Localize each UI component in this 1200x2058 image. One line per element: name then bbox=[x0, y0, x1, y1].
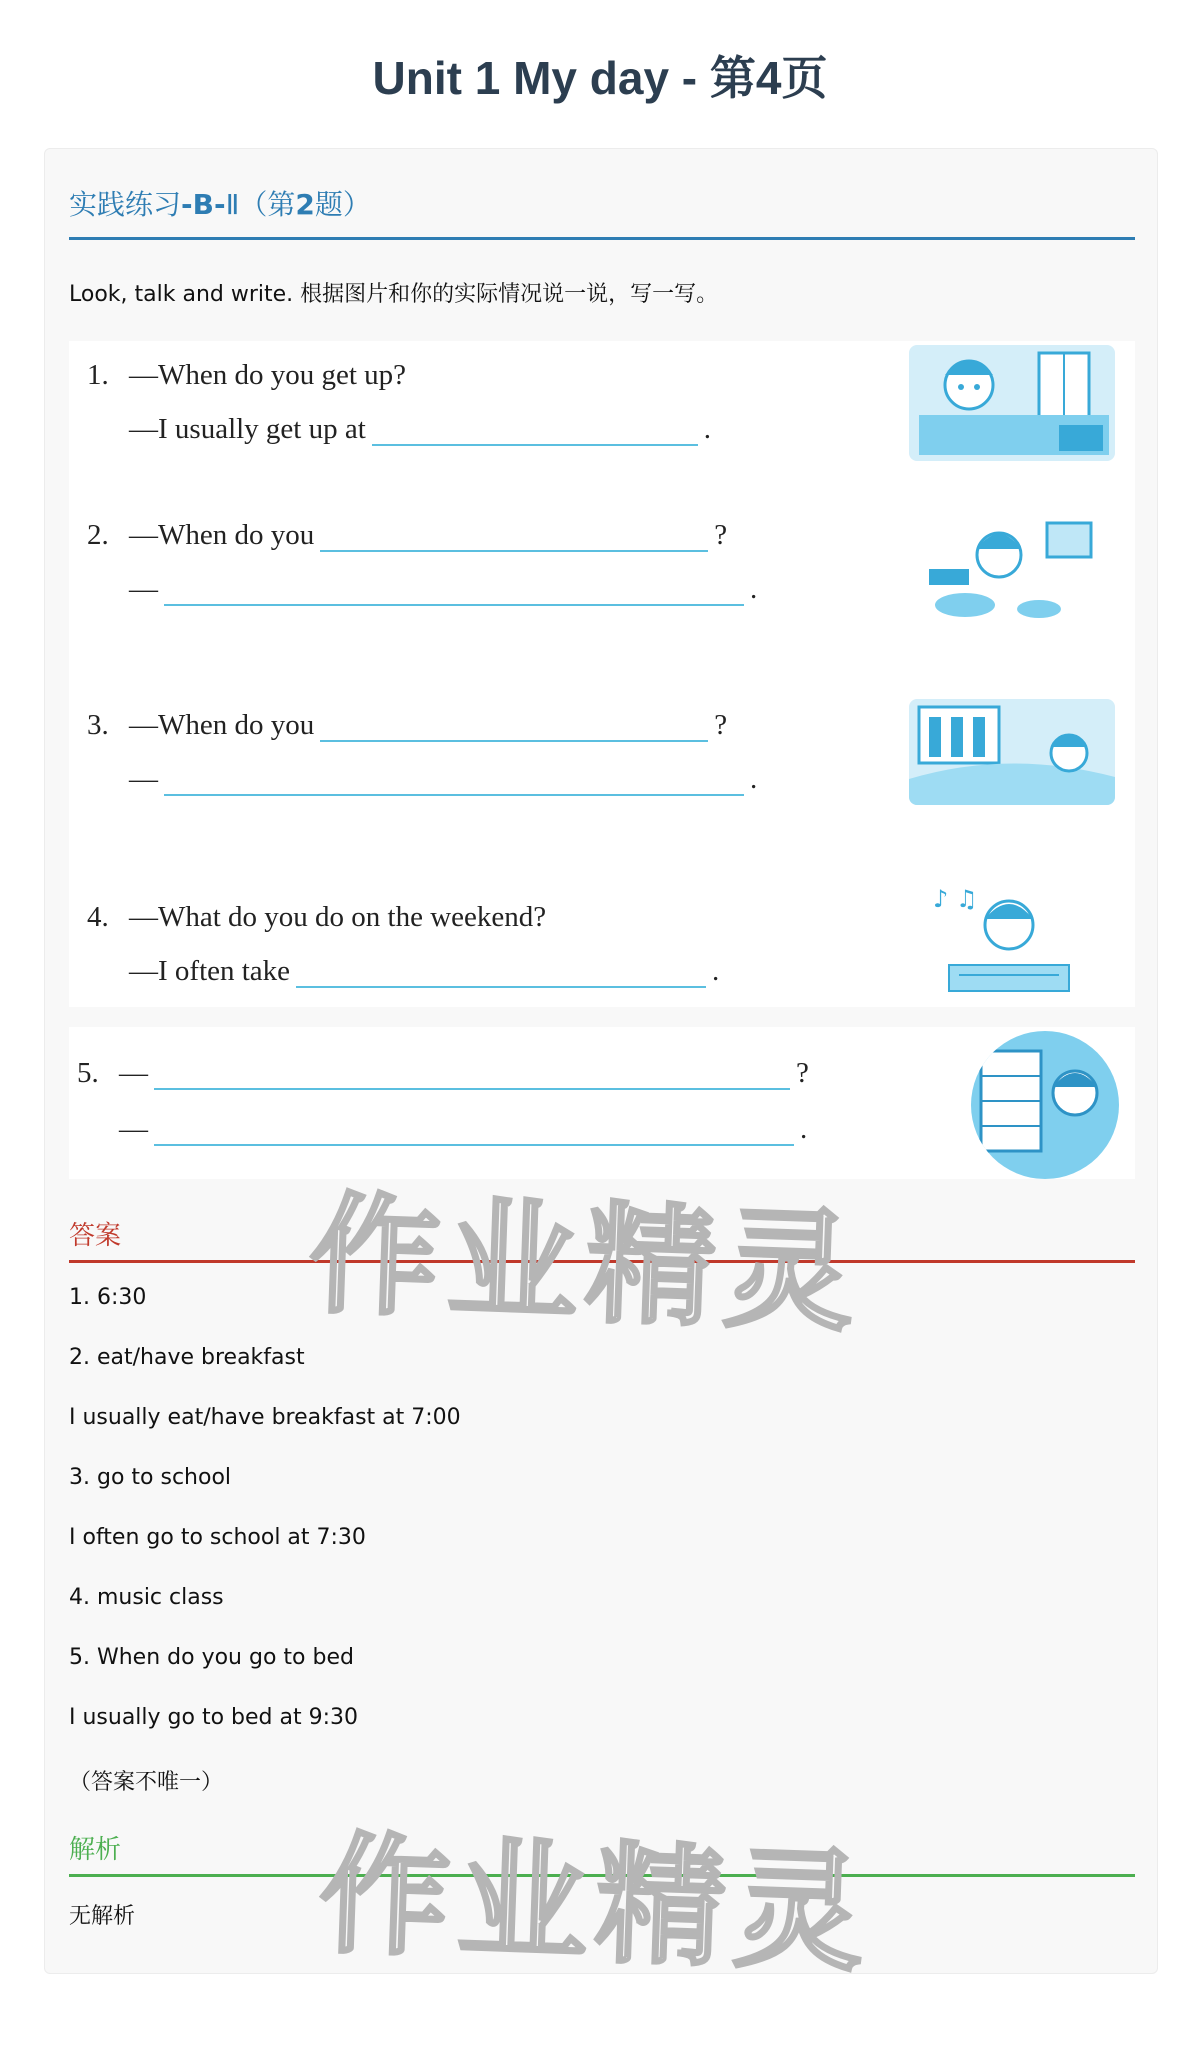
exercise-number: 1. bbox=[87, 359, 109, 391]
answer-prefix: — bbox=[129, 763, 158, 795]
line-end-punct: ? bbox=[714, 519, 728, 551]
line-end-punct: . bbox=[750, 763, 758, 795]
answer-prefix: — bbox=[129, 573, 158, 605]
answer-line: 5. When do you go to bed bbox=[69, 1645, 354, 1670]
exercise-number: 4. bbox=[87, 901, 109, 933]
exercise-panel-5 bbox=[69, 1027, 1135, 1179]
answer-blank[interactable] bbox=[164, 574, 744, 606]
breakfast-illustration bbox=[919, 509, 1109, 625]
line-end-punct: . bbox=[703, 413, 712, 445]
analysis-text: 无解析 bbox=[69, 1904, 136, 1929]
exercise-4-question bbox=[87, 901, 546, 934]
watermark: 作业精灵 bbox=[317, 1818, 875, 1990]
music-illustration bbox=[919, 875, 1109, 1001]
exercise-5-answer-line bbox=[119, 1113, 807, 1146]
exercise-5-question bbox=[77, 1057, 809, 1090]
answer-heading: 答案 bbox=[69, 1215, 1135, 1263]
exercise-number: 2. bbox=[87, 519, 109, 551]
exercise-number: 5. bbox=[77, 1057, 99, 1089]
girl-in-bed-illustration bbox=[909, 345, 1115, 461]
exercise-panel-1-4 bbox=[69, 341, 1135, 1007]
answer-prefix: — bbox=[119, 1113, 148, 1145]
answer-prefix: —I usually get up at bbox=[129, 413, 366, 445]
answer-blank[interactable] bbox=[372, 414, 698, 446]
answer-blank[interactable] bbox=[296, 956, 706, 988]
answer-line: I often go to school at 7:30 bbox=[69, 1525, 366, 1550]
answer-line: I usually eat/have breakfast at 7:00 bbox=[69, 1405, 461, 1430]
analysis-heading: 解析 bbox=[69, 1829, 1135, 1877]
answer-line: I usually go to bed at 9:30 bbox=[69, 1705, 359, 1730]
svg-text:♪ ♫: ♪ ♫ bbox=[933, 885, 978, 913]
question-text: —When do you get up? bbox=[129, 359, 407, 391]
exercise-1-answer-line bbox=[129, 413, 711, 446]
answer-line: 3. go to school bbox=[69, 1465, 232, 1490]
question-blank[interactable] bbox=[320, 520, 708, 552]
exercise-3-question bbox=[87, 709, 727, 742]
answer-blank[interactable] bbox=[164, 764, 744, 796]
exercise-1-question bbox=[87, 359, 406, 392]
line-end-punct: . bbox=[800, 1113, 808, 1145]
girl-going-to-bed-picture bbox=[971, 1031, 1119, 1179]
exercise-number: 3. bbox=[87, 709, 109, 741]
question-prefix: —When do you bbox=[129, 709, 315, 741]
exercise-2-question bbox=[87, 519, 727, 552]
content-card bbox=[44, 148, 1158, 1974]
school-illustration bbox=[909, 699, 1115, 805]
answer-line: 1. 6:30 bbox=[69, 1285, 147, 1310]
section-title: 实践练习-B-Ⅱ（第2题） bbox=[69, 183, 1135, 240]
question-text: —What do you do on the weekend? bbox=[129, 901, 547, 933]
line-end-punct: . bbox=[712, 955, 720, 987]
watermark: 作业精灵 bbox=[307, 1178, 865, 1350]
question-blank[interactable] bbox=[320, 710, 708, 742]
exercise-2-answer-line bbox=[129, 573, 757, 606]
answer-line: 2. eat/have breakfast bbox=[69, 1345, 305, 1370]
girl-getting-up-picture bbox=[909, 345, 1115, 461]
page-title: Unit 1 My day - 第4页 bbox=[372, 52, 828, 104]
line-end-punct: ? bbox=[796, 1057, 809, 1089]
line-end-punct: . bbox=[750, 573, 758, 605]
answer-prefix: —I often take bbox=[129, 955, 291, 987]
girl-eating-breakfast-picture bbox=[919, 509, 1109, 625]
instruction-text: Look, talk and write. 根据图片和你的实际情况说一说，写一写。 bbox=[69, 282, 719, 307]
answer-line: 4. music class bbox=[69, 1585, 224, 1610]
exercise-4-answer-line bbox=[129, 955, 719, 988]
bedtime-illustration bbox=[971, 1031, 1119, 1179]
question-prefix: — bbox=[119, 1057, 148, 1089]
question-prefix: —When do you bbox=[129, 519, 315, 551]
exercise-3-answer-line bbox=[129, 763, 757, 796]
answer-blank[interactable] bbox=[154, 1114, 794, 1146]
question-blank[interactable] bbox=[154, 1058, 790, 1090]
girl-music-class-picture bbox=[919, 875, 1109, 1001]
line-end-punct: ? bbox=[714, 709, 728, 741]
answer-note: （答案不唯一） bbox=[69, 1770, 224, 1795]
girl-going-to-school-picture bbox=[909, 699, 1115, 805]
